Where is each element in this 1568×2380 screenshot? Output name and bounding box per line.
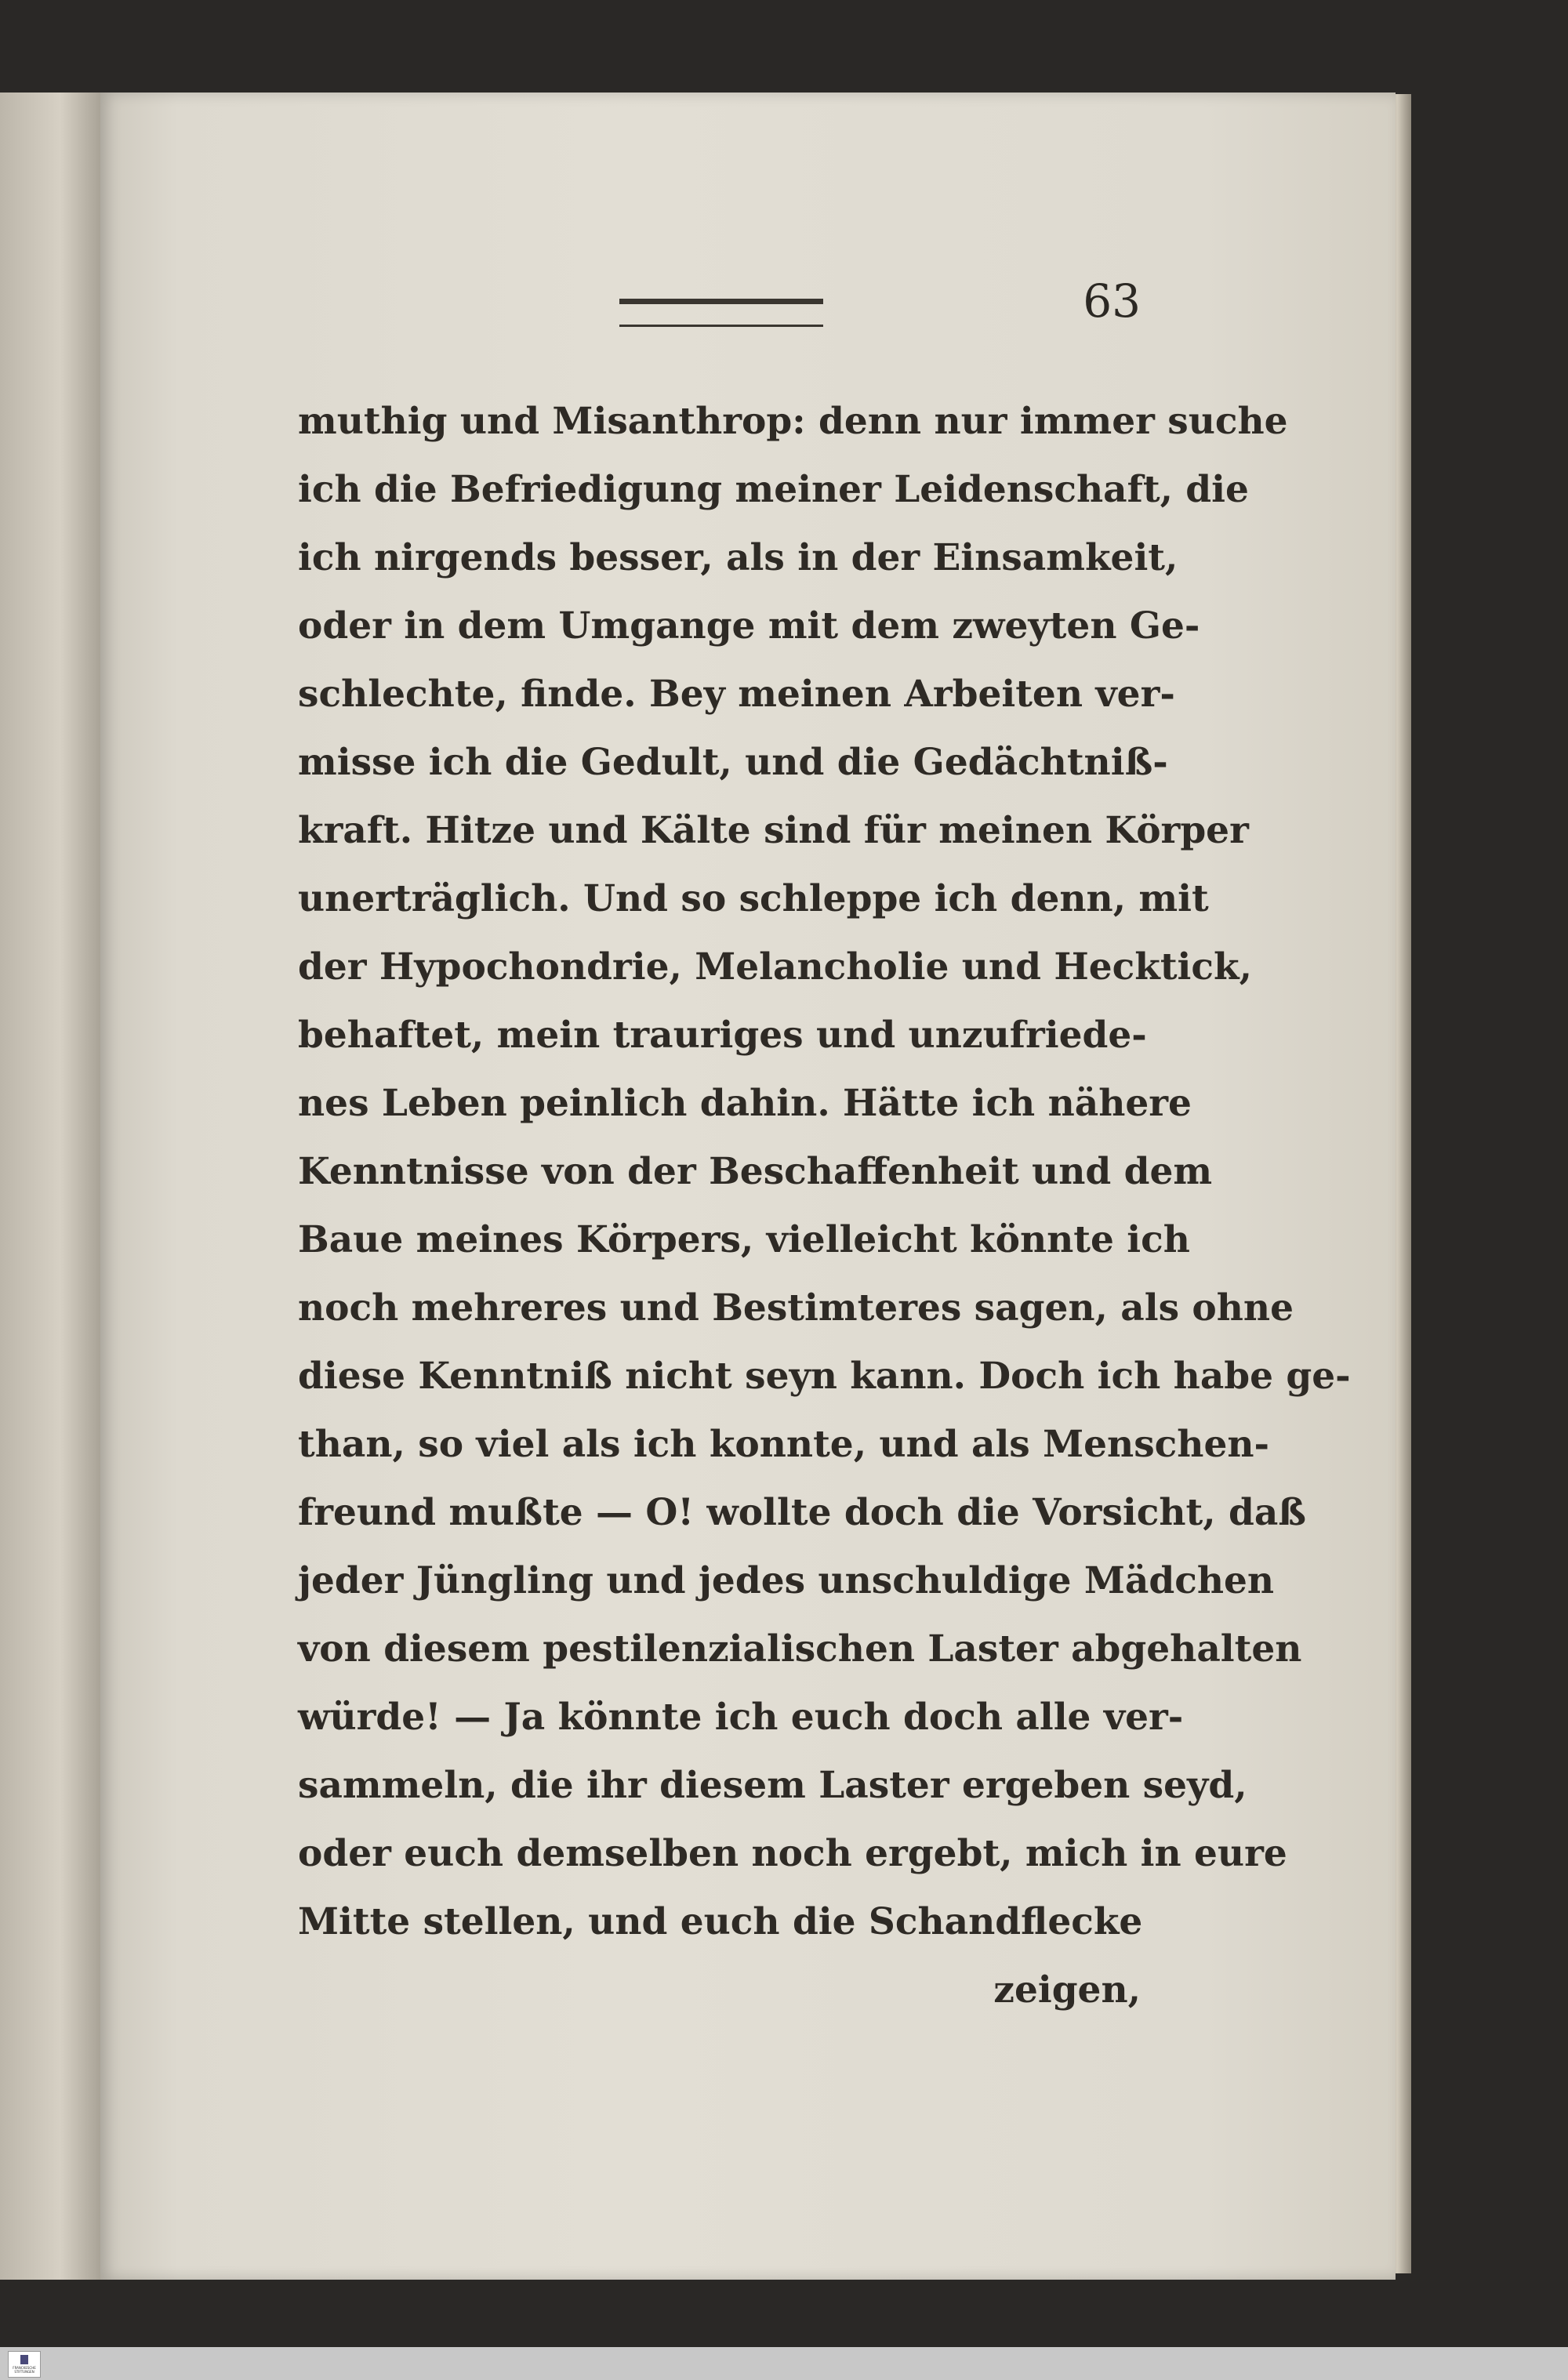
text-line: muthig und Misanthrop: denn nur immer suche	[298, 400, 1288, 443]
text-line: misse ich die Gedult, und die Gedächtniß-	[298, 741, 1168, 784]
text-line: oder euch demselben noch ergebt, mich in eure	[298, 1832, 1287, 1875]
text-line: unerträglich. Und so schleppe ich denn, mit	[298, 877, 1209, 920]
body-text	[298, 387, 1351, 2024]
header-rule-thin	[619, 325, 823, 327]
logo-lettering: FRANCKESCHE STIFTUNGEN	[13, 2366, 36, 2374]
text-line: oder in dem Umgange mit dem zweyten Ge-	[298, 604, 1200, 648]
text-line: ich nirgends besser, als in der Einsamkeit,	[298, 536, 1178, 579]
logo-mark	[20, 2355, 28, 2364]
text-line: behaftet, mein trauriges und unzufriede-	[298, 1014, 1147, 1057]
text-line: noch mehreres und Bestimteres sagen, als ohne	[298, 1286, 1294, 1330]
page-number: 63	[1083, 274, 1141, 328]
text-line: Baue meines Körpers, vielleicht könnte ich	[298, 1218, 1190, 1261]
text-line: von diesem pestilenzialischen Laster abgehalten	[298, 1627, 1302, 1671]
text-line: Kenntnisse von der Beschaffenheit und dem	[298, 1150, 1213, 1193]
text-line: jeder Jüngling und jedes unschuldige Mädchen	[298, 1559, 1275, 1602]
text-line: der Hypochondrie, Melancholie und Hecktick,	[298, 945, 1252, 989]
catchword: zeigen,	[993, 1968, 1141, 2012]
library-logo-icon	[8, 2351, 41, 2378]
text-line: freund mußte — O! wollte doch die Vorsicht, daß	[298, 1491, 1307, 1534]
header-rule-thick	[619, 299, 823, 304]
text-line: sammeln, die ihr diesem Laster ergeben seyd,	[298, 1764, 1247, 1807]
viewer-footer-bar	[0, 2347, 1568, 2380]
text-line: nes Leben peinlich dahin. Hätte ich nähere	[298, 1082, 1192, 1125]
text-line: kraft. Hitze und Kälte sind für meinen Körper	[298, 809, 1249, 852]
text-line: diese Kenntniß nicht seyn kann. Doch ich habe ge-	[298, 1355, 1351, 1398]
text-line: schlechte, finde. Bey meinen Arbeiten ver-	[298, 673, 1175, 716]
text-line: Mitte stellen, und euch die Schandflecke	[298, 1900, 1143, 1943]
text-line: würde! — Ja könnte ich euch doch alle ver-	[298, 1696, 1184, 1739]
text-line: than, so viel als ich konnte, und als Menschen-	[298, 1423, 1270, 1466]
left-page-edge	[0, 93, 103, 2280]
text-line: ich die Befriedigung meiner Leidenschaft, die	[298, 468, 1249, 511]
